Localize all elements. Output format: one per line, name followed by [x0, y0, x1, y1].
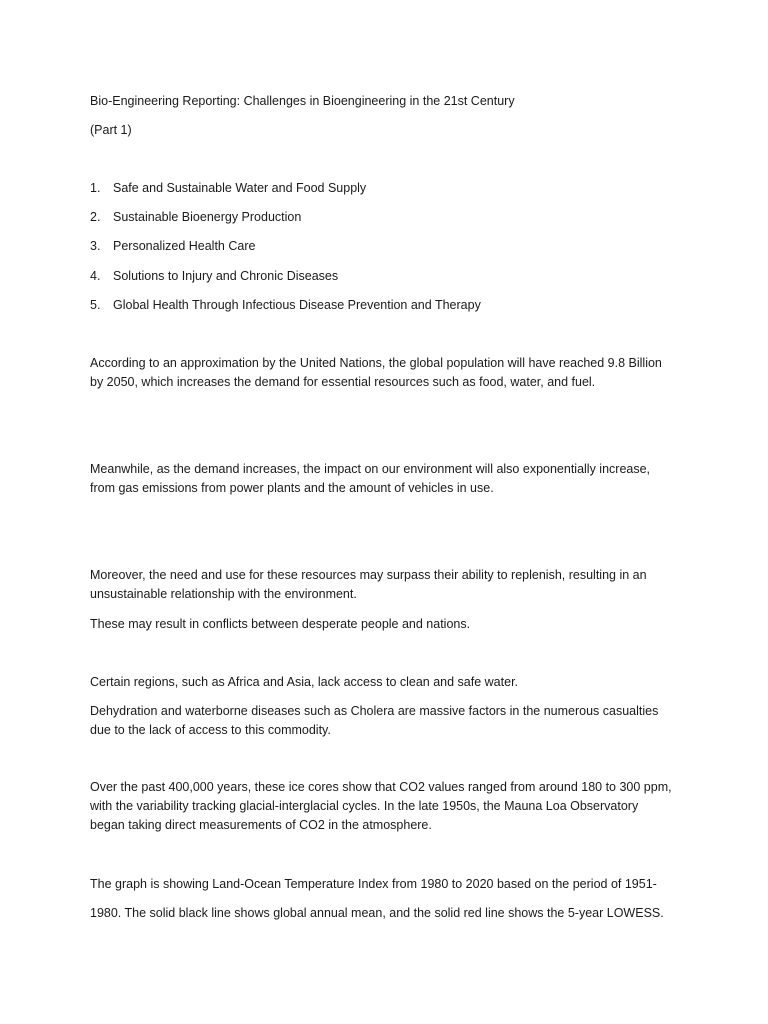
paragraph-population-line-2: by 2050, which increases the demand for essential resources such as food, water, and fuel. [90, 375, 596, 389]
paragraph-co2-line-2: with the variability tracking glacial-interglacial cycles. In the late 1950s, the Mauna Loa Observatory [90, 799, 639, 813]
list-number: 4. [90, 269, 101, 283]
paragraph-co2-line-3: began taking direct measurements of CO2 in the atmosphere. [90, 818, 432, 832]
paragraph-temperature-line-2: 1980. The solid black line shows global annual mean, and the solid red line shows the 5-year LOWESS. [90, 906, 664, 920]
list-number: 1. [90, 181, 101, 195]
paragraph-diseases-line-2: due to the lack of access to this commodity. [90, 723, 331, 737]
list-item-text: Personalized Health Care [113, 239, 256, 253]
list-item-text: Global Health Through Infectious Disease Prevention and Therapy [113, 298, 481, 312]
document-subtitle: (Part 1) [90, 123, 132, 137]
paragraph-environment-line-2: from gas emissions from power plants and the amount of vehicles in use. [90, 481, 494, 495]
paragraph-temperature-line-1: The graph is showing Land-Ocean Temperature Index from 1980 to 2020 based on the period of 1951- [90, 877, 657, 891]
paragraph-co2-line-1: Over the past 400,000 years, these ice cores show that CO2 values ranged from around 180 to 300 ppm, [90, 780, 672, 794]
paragraph-population-line-1: According to an approximation by the United Nations, the global population will have reached 9.8 Billion [90, 356, 662, 370]
list-item [90, 296, 481, 315]
paragraph-resources-line-2: unsustainable relationship with the environment. [90, 587, 357, 601]
paragraph-conflicts: These may result in conflicts between desperate people and nations. [90, 617, 471, 631]
paragraph-water-access: Certain regions, such as Africa and Asia, lack access to clean and safe water. [90, 675, 519, 689]
list-item [90, 237, 255, 256]
list-item [90, 208, 301, 227]
list-item [90, 179, 366, 198]
list-item-text: Safe and Sustainable Water and Food Supply [113, 181, 367, 195]
list-number: 3. [90, 239, 101, 253]
list-item-text: Solutions to Injury and Chronic Diseases [113, 269, 339, 283]
paragraph-environment-line-1: Meanwhile, as the demand increases, the impact on our environment will also exponentially increase, [90, 462, 651, 476]
list-item [90, 267, 338, 286]
list-number: 5. [90, 298, 101, 312]
paragraph-diseases-line-1: Dehydration and waterborne diseases such as Cholera are massive factors in the numerous casualties [90, 704, 659, 718]
list-number: 2. [90, 210, 101, 224]
paragraph-resources-line-1: Moreover, the need and use for these resources may surpass their ability to replenish, resulting in an [90, 568, 647, 582]
list-item-text: Sustainable Bioenergy Production [113, 210, 302, 224]
document-title: Bio-Engineering Reporting: Challenges in Bioengineering in the 21st Century [90, 94, 515, 108]
